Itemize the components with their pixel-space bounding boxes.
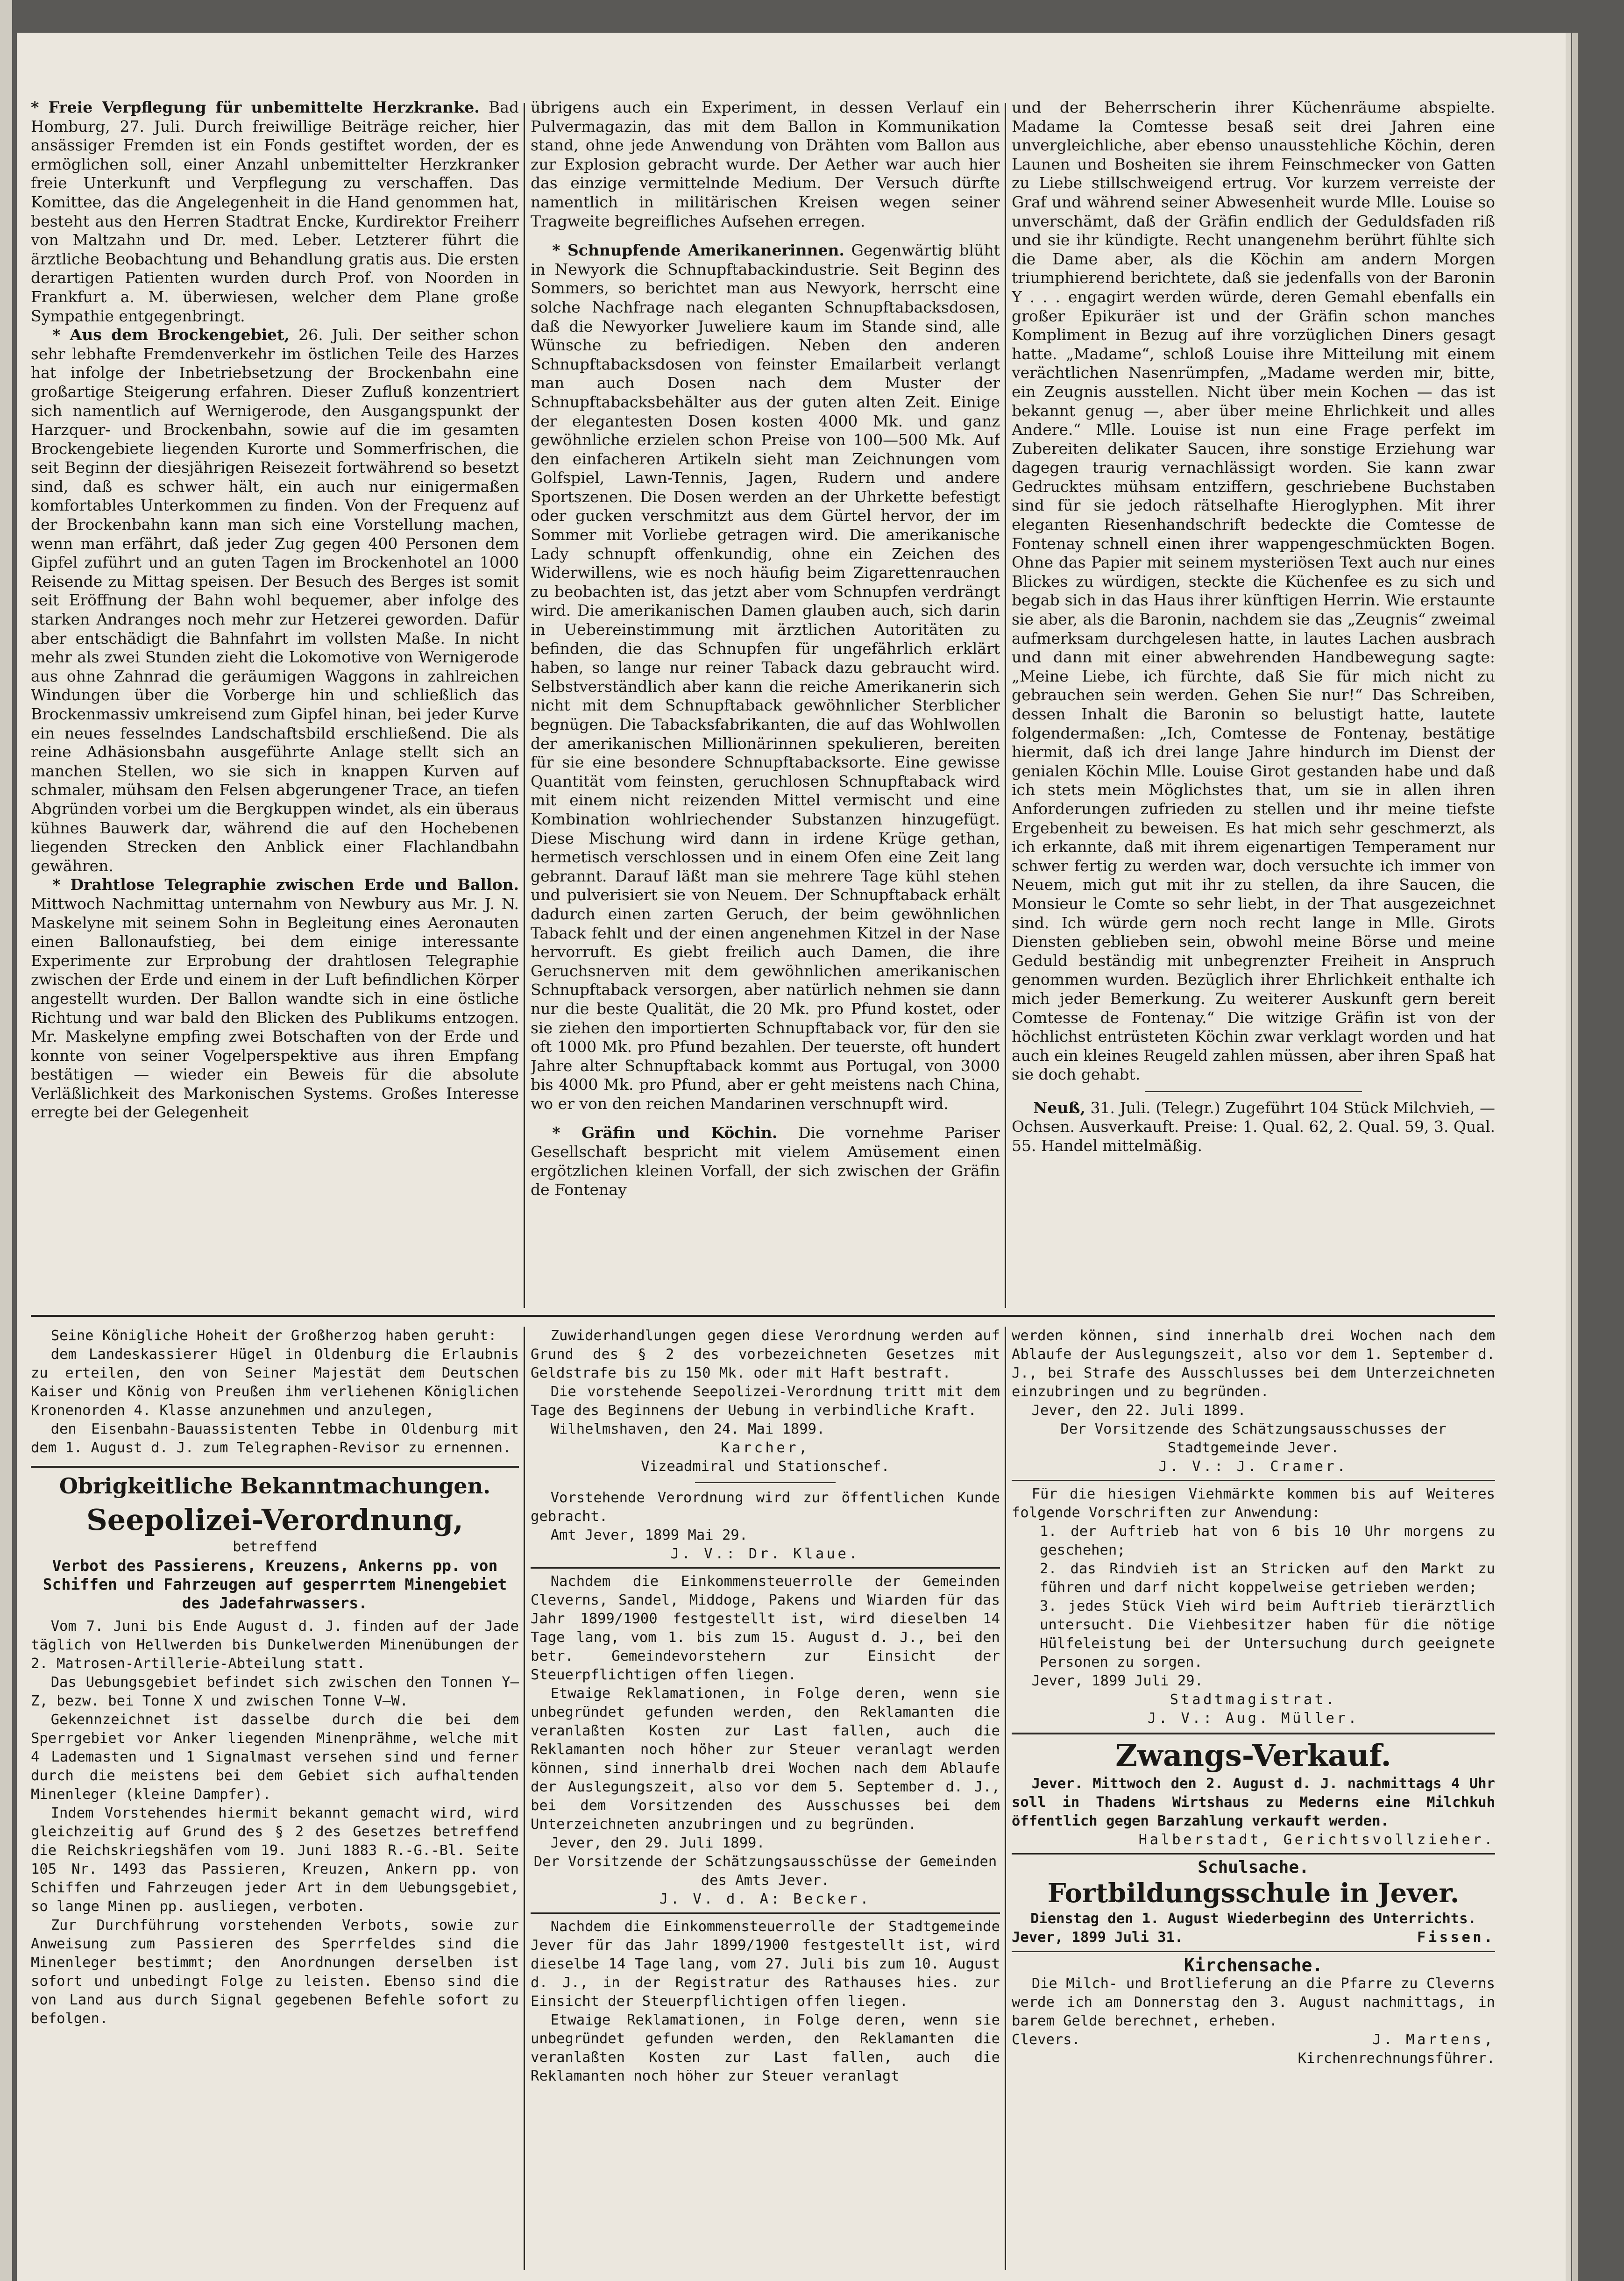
- article-heading: * Aus dem Brockengebiet,: [52, 326, 290, 344]
- section-divider: [31, 1315, 1495, 1317]
- ordinance-paragraph: Die vorstehende Seepolizei-Verordnung tritt mit dem Tage des Beginnens der Uebung in verbindliche Kraft.: [531, 1384, 1000, 1419]
- school-heading: Schulsache.: [1198, 1858, 1309, 1877]
- signature-name: J. Martens,: [1372, 2032, 1495, 2048]
- article-telegraphie: [31, 875, 519, 1122]
- market-notice-intro: Für die hiesigen Viehmärkte kommen bis auf Weiteres folgende Vorschriften zur Anwendung:: [1012, 1486, 1495, 1521]
- church-text: Die Milch- und Brotlieferung an die Pfarre zu Cleverns werde ich am Donnerstag den 3. August nachmittags, in barem Gelde berechnet, erheben.: [1012, 1975, 1495, 2029]
- tax-notice-paragraph: Nachdem die Einkommensteuerrolle der Gemeinden Cleverns, Sandel, Middoge, Pakens und Wiarden für das Jahr 1899/1900 festgestellt ist, wird dieselben 14 Tage lang, vom 1. bis zum 15. August d. J., bei den betr. Gemeindevorstehern zur Einsicht der Steuerpflichtigen offen liegen.: [531, 1573, 1000, 1683]
- tax-notice-paragraph: Etwaige Reklamationen, in Folge deren, wenn sie unbegründet gefunden werden, den Reklamanten die veranlaßten Kosten zur Last fallen, auch die Reklamanten noch höher zur Steuer veranlagt werden können, sind innerhalb drei Wochen nach dem Ablaufe der Auslegungszeit, also vor dem 5. September d. J., bei dem Vorsitzenden des Ausschusses bei dem Unterzeichneten anzubringen und zu begründen.: [531, 1685, 1000, 1833]
- ordinance-paragraph: Gekennzeichnet ist dasselbe durch die bei dem Sperrgebiet vor Anker liegenden Minenprähme, welche mit 4 Lademasten und 1 Signalmast versehen sind und ferner durch die meistens bei dem Gebiet sich aufhaltenden Minenleger (kleine Dampfer).: [31, 1712, 519, 1803]
- dateline: Amt Jever, 1899 Mai 29.: [550, 1527, 748, 1543]
- separator: [1012, 1733, 1495, 1734]
- signature-name: J. V.: Aug. Müller.: [1147, 1710, 1360, 1727]
- ordinance-paragraph: Zuwiderhandlungen gegen diese Verordnung werden auf Grund des § 2 des vorbezeichneten Gesetzes mit Geldstrafe bis zu 150 Mk. oder mit Haft bestraft.: [531, 1328, 1000, 1381]
- article-heading: * Schnupfende Amerikanerinnen.: [552, 241, 844, 260]
- article-body: Gegenwärtig blüht in Newyork die Schnupftabackindustrie. Seit Beginn des Sommers, so berichtet man aus Newyork, herrscht eine solche Nachfrage nach eleganten Schnupftabacksdosen, daß die Newyorker Juweliere kaum im Stande sind, alle Wünsche zu befriedigen. Neben den anderen Schnupftabacksdosen von feinster Emailarbeit verlangt man auch Dosen nach dem Muster der Schnupftabacksbehälter aus der guten alten Zeit. Einige der elegantesten Dosen kosten 4000 Mk. und ganz gewöhnliche erzielen schon Preise von 100—500 Mk. Auf den einfacheren Artikeln sieht man Zeichnungen vom Golfspiel, Lawn-Tennis, Jagen, Rudern und andere Sportszenen. Die Dosen werden an der Uhrkette befestigt oder gucken verschmitzt aus dem Gürtel hervor, der im Sommer mit Vorliebe getragen wird. Die amerikanische Lady schnupft offenkundig, ohne ein Zeichen des Widerwillens, wie es noch häufig beim Zigarettenrauchen zu beobachten ist, das jetzt aber vom Schnupfen verdrängt wird. Die amerikanischen Damen glauben auch, sich darin in Uebereinstimmung mit ärztlichen Autoritäten zu befinden, die das Schnupfen für ungefährlich erklärt haben, so lange nur reiner Taback dazu gebraucht wird. Selbstverständlich aber kann die reiche Amerikanerin sich nicht mit dem Schnupftaback gewöhnlicher Sterblicher begnügen. Die Tabacksfabrikanten, die auf das Wohlwollen der amerikanischen Millionärinnen spekulieren, bereiten für sie eine besondere Schnupftabacksorte. Eine gewisse Quantität vom feinsten, geruchlosen Schnupftaback wird mit einem nicht reizenden Mittel vermischt und eine Kombination wohlriechender Substanzen hinzugefügt. Diese Mischung wird dann in irdene Krüge gethan, hermetisch verschlossen und in einem Ofen eine Zeit lang gebrannt. Darauf läßt man sie mehrere Tage kühl stehen und pulverisiert sie von Neuem. Der Schnupftaback erhält dadurch einen zarten Geruch, der beim gewöhnlichen Taback fehlt und der einen angenehmen Kitzel in der Nase hervorruft. Es giebt freilich auch Damen, die ihre Geruchsnerven mit dem gewöhnlichen amerikanischen Schnupftaback versorgen, aber natürlich nehmen sie dann nur die beste Qualität, die 20 Mk. pro Pfund kostet, oder sie ziehen den importierten Schnupftaback vor, für den sie oft 1000 Mk. pro Pfund bezahlen. Der teuerste, oft hundert Jahre alter Schnupftaback kommt aus Portugal, von 3000 bis 4000 Mk. pro Pfund, aber er geht meistens nach China, wo er von den reichen Mandarinen verschnupft wird.: [531, 241, 1000, 1113]
- separator: [531, 1567, 1000, 1569]
- court-notice-intro: Seine Königliche Hoheit der Großherzog haben geruht:: [50, 1328, 497, 1344]
- article-graefin: [531, 1123, 1000, 1199]
- tax-notice-paragraph: Etwaige Reklamationen, in Folge deren, wenn sie unbegründet gefunden werden, den Reklamanten die veranlaßten Kosten zur Last fallen, auch die Reklamanten noch höher zur Steuer veranlagt: [531, 2012, 1000, 2084]
- article-brockengebiet: [31, 326, 519, 875]
- top-column-2: [531, 98, 1000, 1308]
- article-telegraphie-cont: [531, 98, 1000, 231]
- column-divider: [1005, 1327, 1006, 2270]
- ordinance-paragraph: Zur Durchführung vorstehenden Verbots, sowie zur Anweisung zum Passieren des Sperrfeldes sind die Minenleger bestimmt; den Anordnungen derselben ist sofort und unbedingt Folge zu leisten. Ebenso sind die von Land aus durch Signal gegebenen Befehle sofort zu befolgen.: [31, 1917, 519, 2027]
- section-title: Obrigkeitliche Bekanntmachungen.: [59, 1473, 491, 1499]
- article-body: übrigens auch ein Experiment, in dessen Verlauf ein Pulvermagazin, das mit dem Ballon in Kommunikation stand, ohne jede Anwendung von Drähten vom Ballon aus zur Explosion gebracht wurde. Der Aether war auch hier das einzige vermittelnde Medium. Der Versuch dürfte namentlich in militärischen Kreisen wegen seiner Tragweite begreifliches Aufsehen erregen.: [531, 98, 1000, 230]
- tax-notice-paragraph: werden können, sind innerhalb drei Wochen nach dem Ablaufe der Auslegungszeit, also vor dem 1. September d. J., bei Strafe des Ausschlusses bei dem Unterzeichneten einzubringen und zu begründen.: [1012, 1328, 1495, 1400]
- list-item: 3. jedes Stück Vieh wird beim Auftrieb tierärztlich untersucht. Die Viehbesitzer haben für die nötige Hülfeleistung bei der Untersuchung durch geeignete Personen zu sorgen.: [1040, 1598, 1495, 1670]
- court-notice-item: dem Landeskassierer Hügel in Oldenburg die Erlaubnis zu erteilen, den von Seiner Majestät dem Deutschen Kaiser und König von Preußen ihm verliehenen Königlichen Kronenorden 4. Klasse anzunehmen und anzulegen,: [31, 1346, 519, 1419]
- signature-role: Stadtmagistrat.: [1170, 1691, 1337, 1708]
- signature-name: J. V.: Dr. Klaue.: [670, 1546, 860, 1562]
- signature-role: Der Vorsitzende der Schätzungsausschüsse der Gemeinden des Amts Jever.: [533, 1854, 997, 1889]
- article-heading: * Freie Verpflegung für unbemittelte Herzkranke.: [31, 98, 480, 116]
- bottom-column-3: [1012, 1327, 1495, 2270]
- article-graefin-cont: [1012, 98, 1495, 1084]
- signature-name: Halberstadt, Gerichtsvollzieher.: [1138, 1832, 1495, 1848]
- article-heading: Neuß,: [1033, 1098, 1085, 1117]
- article-heading: * Drahtlose Telegraphie zwischen Erde und Ballon.: [52, 875, 519, 894]
- article-body: und der Beherrscherin ihrer Küchenräume abspielte. Madame la Comtesse besaß seit drei Jahren eine unvergleichliche, aber ebenso unausstehliche Köchin, deren Launen und Bosheiten sie ihrem Feinschmecker von Gatten zu Liebe stillschweigend ertrug. Vor kurzem verreiste der Graf und während seiner Abwesenheit wurde Mlle. Louise so unverschämt, daß der Gräfin endlich der Geduldsfaden riß und sie ihr kündigte. Recht unangenehm berührt fühlte sich die Dame aber, als die Köchin am andern Morgen triumphierend berichtete, daß sie jedenfalls von der Baronin Y . . . engagirt werden würde, deren Gemahl ebenfalls ein großer Epikuräer ist und der Gräfin schon manches Kompliment in Bezug auf ihre vorzüglichen Diners gesagt hatte. „Madame“, schloß Louise ihre Mitteilung mit einem verächtlichen Nasenrümpfen, „Madame werden mir, bitte, ein Zeugnis ausstellen. Nicht über mein Kochen — das ist bekannt genug —, aber über meine Ehrlichkeit und alles Andere.“ Mlle. Louise ist nun eine Frage perfekt im Zubereiten delikater Saucen, ihre sonstige Erziehung war dagegen traurig vernachlässigt worden. Sie kann zwar Gedrucktes mühsam entziffern, geschriebene Buchstaben sind für sie jedoch rätselhafte Hieroglyphen. Mit ihrer eleganten Riesenhandschrift bedeckte die Comtesse de Fontenay schnell einen ihrer wappengeschmückten Bogen. Ohne das Papier mit seinem mysteriösen Text auch nur eines Blickes zu würdigen, steckte die Küchenfee es zu sich und begab sich in das Haus ihrer künftigen Herrin. Wie erstaunte sie aber, als die Baronin, nachdem sie das „Zeugnis“ zweimal aufmerksam durchgelesen hatte, in lautes Lachen ausbrach und dann mit einer abwehrenden Handbewegung sagte: „Meine Liebe, ich fürchte, daß Sie für mich nicht zu gebrauchen sein werden. Gehen Sie nur!“ Das Schreiben, dessen Inhalt die Baronin so belustigt hatte, lautete folgendermaßen: „Ich, Comtesse de Fontenay, bestätige hiermit, daß ich drei lange Jahre hindurch im Dienst der genialen Köchin Mlle. Louise Girot gestanden habe und daß ich stets mein Möglichstes that, um sie in allen ihren Anforderungen zufrieden zu stellen und ihr meine tiefste Ergebenheit zu beweisen. Es hat mich sehr geschmerzt, als ich erkannte, daß mit ihrem eigenartigen Temperament nur schwer fertig zu werden war, doch versuchte ich immer von Neuem, mich gut mit ihr zu stellen, da ihre Saucen, die Monsieur le Comte so sehr liebt, in der That ausgezeichnet sind. Ich würde gern noch recht lange in Mlle. Girots Diensten geblieben sein, obwohl meine Börse und meine Geduld beständig mit unbegrenzter Freiheit in Anspruch genommen wurden. Bezüglich ihrer Ehrlichkeit enthalte ich mich jeder Bemerkung. Zu weiterer Auskunft gern bereit Comtesse de Fontenay.“ Die witzige Gräfin ist von der höchlichst entrüsteten Köchin zwar verklagt worden und hat auch ein kleines Reugeld zahlen müssen, aber ihren Spaß hat sie doch gehabt.: [1012, 98, 1495, 1084]
- market-rules-list: [1012, 1522, 1495, 1672]
- signature-name: J. V. d. A: Becker.: [659, 1891, 872, 1907]
- separator: [1145, 1091, 1362, 1092]
- notice-paragraph: Vorstehende Verordnung wird zur öffentlichen Kunde gebracht.: [531, 1490, 1000, 1525]
- column-divider: [1005, 103, 1006, 1308]
- newspaper-page: [17, 33, 1566, 2281]
- article-body: Die vornehme Pariser Gesellschaft bespricht mit vielem Amüsement einen ergötzlichen kleinen Vorfall, der sich zwischen der Gräfin de Fontenay: [531, 1123, 1000, 1199]
- dateline: Jever, 1899 Juli 31.: [1012, 1929, 1184, 1946]
- dateline: Jever, den 29. Juli 1899.: [550, 1835, 765, 1851]
- ordinance-betreffend: betreffend: [233, 1539, 317, 1555]
- ordinance-paragraph: Indem Vorstehendes hiermit bekannt gemacht wird, wird gleichzeitig auf Grund des § 2 des Gesetzes betreffend die Reichskriegshäfen vom 19. Juni 1883 R.-G.-Bl. Seite 105 Nr. 1493 das Passieren, Kreuzen, Ankern pp. von Schiffen und Fahrzeugen jeder Art in dem Uebungsgebiet, so lange Minen pp. ausliegen, verboten.: [31, 1805, 519, 1915]
- church-footer: [1012, 2031, 1495, 2049]
- tax-notice-paragraph: Nachdem die Einkommensteuerrolle der Stadtgemeinde Jever für das Jahr 1899/1900 festgestellt ist, wird dieselbe 14 Tage lang, vom 27. Juli bis zum 10. August d. J., in der Registratur des Rathauses hies. zur Einsicht der Steuerpflichtigen offen liegen.: [531, 1919, 1000, 2010]
- separator: [531, 1912, 1000, 1914]
- article-body: Mittwoch Nachmittag unternahm von Newbury aus Mr. J. N. Maskelyne mit seinem Sohn in Begleitung eines Aeronauten einen Ballonaufstieg, bei dem einige interessante Experimente zur Erprobung der drahtlosen Telegraphie zwischen der Erde und einem in der Luft befindlichen Körper angestellt wurden. Der Ballon wandte sich in eine östliche Richtung und war bald den Blicken des Publikums entzogen. Mr. Maskelyne empfing zwei Botschaften von der Erde und konnte von seiner Vogelperspektive aus ihren Empfang bestätigen — wieder ein Beweis für die absolute Verläßlichkeit des Markonischen Systems. Großes Interesse erregte bei der Gelegenheit: [31, 894, 519, 1122]
- compulsory-sale-title: Zwangs-Verkauf.: [1115, 1738, 1391, 1773]
- bottom-column-1: [31, 1327, 519, 2270]
- dateline: Jever, 1899 Juli 29.: [1031, 1673, 1203, 1689]
- signature-name: J. V.: J. Cramer.: [1158, 1458, 1348, 1475]
- page-edge: [1572, 33, 1578, 2281]
- list-item: 1. der Auftrieb hat von 6 bis 10 Uhr morgens zu geschehen;: [1040, 1523, 1495, 1558]
- ordinance-subject: Verbot des Passierens, Kreuzens, Ankerns pp. von Schiffen und Fahrzeugen auf gesperrtem Minengebiet des Jadefahrwassers.: [43, 1556, 507, 1612]
- signature-role: Vizeadmiral und Stationschef.: [641, 1458, 890, 1475]
- signature-role: Kirchenrechnungsführer.: [1298, 2050, 1495, 2067]
- church-heading: Kirchensache.: [1184, 1955, 1323, 1975]
- signature-name: Fissen.: [1417, 1929, 1495, 1946]
- ordinance-paragraph: Das Uebungsgebiet befindet sich zwischen den Tonnen Y—Z, bezw. bei Tonne X und zwischen Tonne V—W.: [31, 1674, 519, 1709]
- school-title: Fortbildungsschule in Jever.: [1047, 1878, 1460, 1909]
- ordinance-title: Seepolizei-Verordnung,: [86, 1503, 463, 1537]
- school-text: Dienstag den 1. August Wiederbeginn des Unterrichts.: [1030, 1911, 1476, 1927]
- article-heading: * Gräfin und Köchin.: [552, 1123, 778, 1142]
- signature-role: Der Vorsitzende des Schätzungsausschusses der Stadtgemeinde Jever.: [1060, 1421, 1447, 1456]
- article-body: 31. Juli. (Telegr.) Zugeführt 104 Stück Milchvieh, — Ochsen. Ausverkauft. Preise: 1. Qual. 62, 2. Qual. 59, 3. Qual. 55. Handel mittelmäßig.: [1012, 1098, 1495, 1155]
- separator: [695, 1482, 836, 1483]
- article-herzkranke: [31, 98, 519, 326]
- column-divider: [524, 1327, 525, 2270]
- signature-name: Karcher,: [721, 1440, 810, 1456]
- top-column-3: [1012, 98, 1495, 1308]
- article-body: Bad Homburg, 27. Juli. Durch freiwillige Beiträge reicher, hier ansässiger Fremden ist ein Fonds gestiftet worden, der es ermöglichen soll, einer Anzahl unbemittelter Herzkranker freie Unterkunft und Verpflegung zu verschaffen. Das Komittee, das die Angelegenheit in die Hand genommen hat, besteht aus den Herren Stadtrat Encke, Kurdirektor Freiherr von Maltzahn und Dr. med. Leber. Letzterer führt die ärztliche Beobachtung und Behandlung gratis aus. Die ersten derartigen Patienten wurden durch Prof. von Noorden in Frankfurt a. M. überwiesen, welcher dem Plane große Sympathie entgegenbringt.: [31, 98, 519, 325]
- scan-border-left: [0, 0, 12, 2281]
- school-footer: [1012, 1928, 1495, 1947]
- dateline: Wilhelmshaven, den 24. Mai 1899.: [550, 1421, 825, 1437]
- dateline: Jever, den 22. Juli 1899.: [1031, 1402, 1246, 1419]
- court-notice-item: den Eisenbahn-Bauassistenten Tebbe in Oldenburg mit dem 1. August d. J. zum Telegraphen-Revisor zu ernennen.: [31, 1421, 519, 1456]
- place: Clevers.: [1012, 2032, 1080, 2048]
- ordinance-paragraph: Vom 7. Juni bis Ende August d. J. finden auf der Jade täglich von Hellwerden bis Dunkelwerden Minenübungen der 2. Matrosen-Artillerie-Abteilung statt.: [31, 1618, 519, 1672]
- separator: [1012, 1853, 1495, 1855]
- top-column-1: [31, 98, 519, 1308]
- separator: [31, 1466, 519, 1468]
- compulsory-sale-text: Jever. Mittwoch den 2. August d. J. nachmittags 4 Uhr soll in Thadens Wirtshaus zu Mederns eine Milchkuh öffentlich gegen Barzahlung verkauft werden.: [1012, 1776, 1495, 1829]
- separator: [1012, 1480, 1495, 1481]
- bottom-column-2: [531, 1327, 1000, 2270]
- separator: [1012, 1951, 1495, 1952]
- article-amerikanerinnen: [531, 241, 1000, 1113]
- article-neuss: [1012, 1099, 1495, 1156]
- column-divider: [524, 103, 525, 1308]
- page-edge: [1566, 33, 1571, 2281]
- list-item: 2. das Rindvieh ist an Stricken auf den Markt zu führen und darf nicht koppelweise getrieben werden;: [1040, 1561, 1495, 1596]
- article-body: 26. Juli. Der seither schon sehr lebhafte Fremdenverkehr im östlichen Teile des Harzes hat infolge der Inbetriebsetzung der Brockenbahn eine großartige Steigerung erfahren. Dieser Zufluß konzentriert sich namentlich auf Wernigerode, den Ausgangspunkt der Harzquer- und Brockenbahn, sowie auf die im gesamten Brockengebiete liegenden Kurorte und Sommerfrischen, die seit Beginn der diesjährigen Reisezeit fortwährend so besetzt sind, daß es schwer hält, ein auch nur einigermaßen komfortables Unterkommen zu finden. Von der Frequenz auf der Brockenbahn kann man sich eine Vorstellung machen, wenn man erfährt, daß jeder Zug gegen 400 Personen dem Gipfel zuführt und an guten Tagen im Brockenhotel an 1000 Reisende zu Mittag speisen. Der Besuch des Berges ist somit seit Eröffnung der Bahn wohl bequemer, aber infolge des starken Andranges noch mehr zur Hetzerei geworden. Dafür aber entschädigt die Bahnfahrt im vollsten Maße. In nicht mehr als zwei Stunden zieht die Lokomotive von Wernigerode aus ohne Zahnrad die geräumigen Waggons in zahlreichen Windungen über die Vorberge hin und schließlich das Brockenmassiv umkreisend zum Gipfel hinan, bei jeder Kurve ein neues fesselndes Landschaftsbild erschließend. Die als reine Adhäsionsbahn ausgeführte Anlage stellt sich an manchen Stellen, wo sie sich in knappen Kurven auf schmaler, mühsam den Felsen abgerungener Trace, an tiefen Abgründen vorbei um die Bergkuppen windet, als ein überaus kühnes Bauwerk dar, während die auf den Hochebenen liegenden Strecken den Anblick einer Flachlandbahn gewähren.: [31, 326, 519, 875]
